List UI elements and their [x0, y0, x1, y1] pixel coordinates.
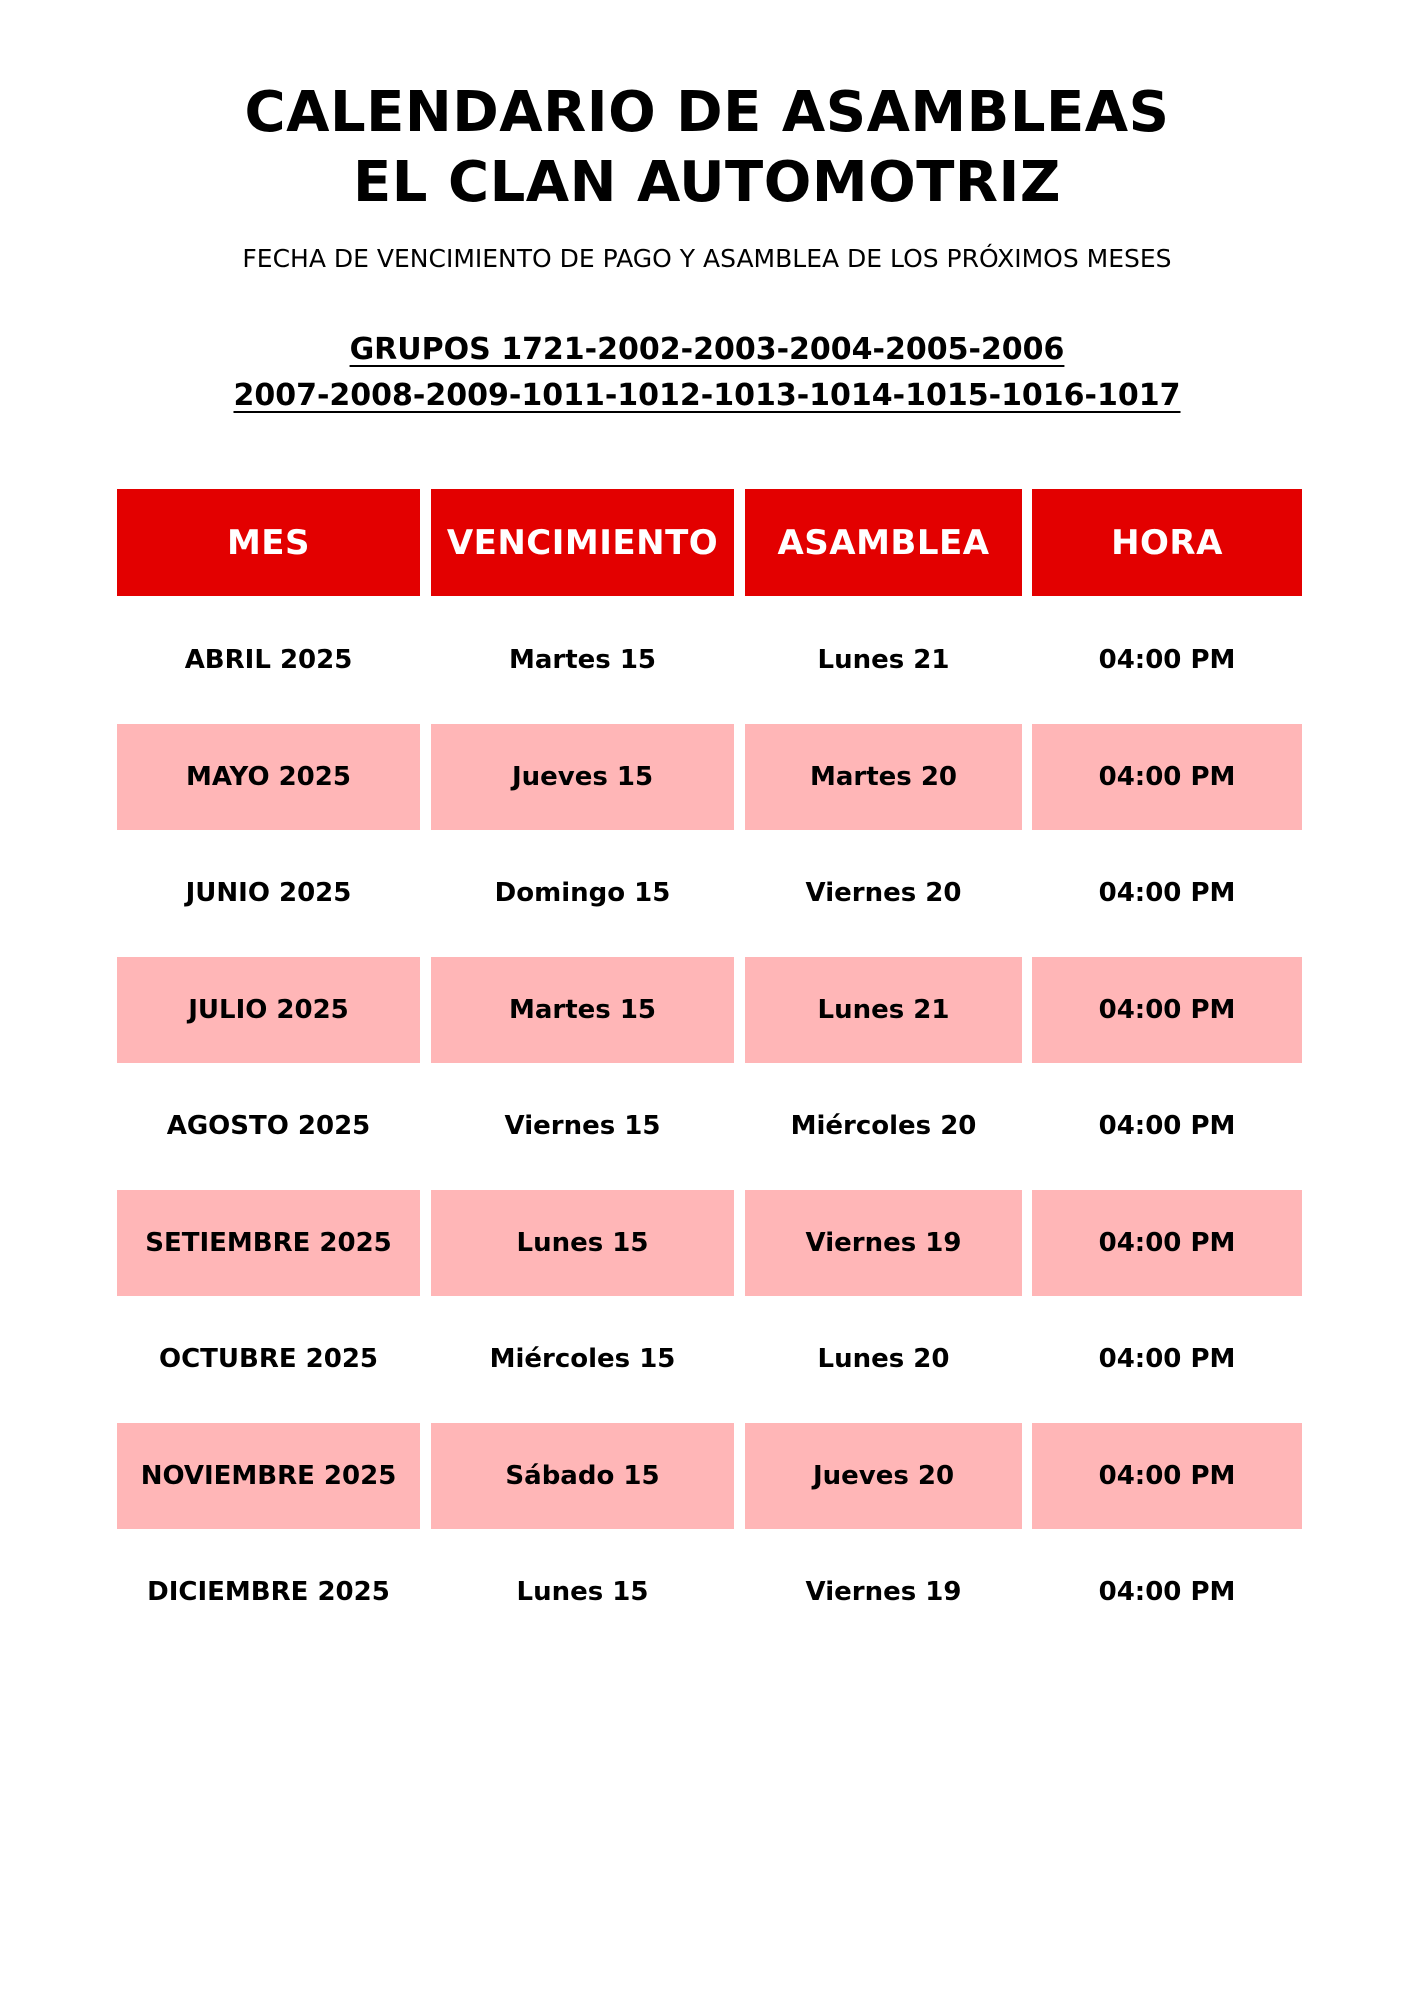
row-7-asamblea-cell: Lunes 20 — [817, 1344, 950, 1374]
row-4-mes-cell: JULIO 2025 — [117, 957, 420, 1063]
row-3-vencimiento-cell: Domingo 15 — [494, 878, 671, 908]
row-1-vencimiento-cell: Martes 15 — [508, 645, 656, 675]
row-2-hora-cell: 04:00 PM — [1032, 724, 1302, 830]
row-4-vencimiento-cell: Martes 15 — [431, 957, 734, 1063]
header-mes: MES — [117, 489, 420, 596]
row-9-hora-cell: 04:00 PM — [1098, 1577, 1236, 1607]
header-asamblea: ASAMBLEA — [745, 489, 1022, 596]
row-6-mes-cell: SETIEMBRE 2025 — [117, 1190, 420, 1296]
row-9-asamblea-cell: Viernes 19 — [805, 1577, 962, 1607]
header-hora: HORA — [1032, 489, 1302, 596]
row-5-asamblea-cell: Miércoles 20 — [790, 1111, 977, 1141]
header-vencimiento: VENCIMIENTO — [431, 489, 734, 596]
row-4-asamblea-cell: Lunes 21 — [745, 957, 1022, 1063]
row-8-hora-cell: 04:00 PM — [1032, 1423, 1302, 1529]
page-subtitle: FECHA DE VENCIMIENTO DE PAGO Y ASAMBLEA DE LOS PRÓXIMOS MESES — [242, 244, 1172, 273]
groups-line-2-text: 2007-2008-2009-1011-1012-1013-1014-1015-1016-1017 — [233, 378, 1181, 413]
row-7-vencimiento-cell: Miércoles 15 — [489, 1344, 676, 1374]
row-1-mes-cell: ABRIL 2025 — [184, 645, 353, 675]
row-5-mes-cell: AGOSTO 2025 — [166, 1111, 371, 1141]
row-5-vencimiento-cell: Viernes 15 — [504, 1111, 661, 1141]
row-8-mes-cell: NOVIEMBRE 2025 — [117, 1423, 420, 1529]
row-3-asamblea-cell: Viernes 20 — [805, 878, 962, 908]
row-2-asamblea-cell: Martes 20 — [745, 724, 1022, 830]
row-4-hora-cell: 04:00 PM — [1032, 957, 1302, 1063]
row-6-asamblea-cell: Viernes 19 — [745, 1190, 1022, 1296]
row-3-hora-cell: 04:00 PM — [1098, 878, 1236, 908]
page-title-line-1: CALENDARIO DE ASAMBLEAS — [244, 80, 1170, 145]
row-6-vencimiento-cell: Lunes 15 — [431, 1190, 734, 1296]
row-5-hora-cell: 04:00 PM — [1098, 1111, 1236, 1141]
row-7-mes-cell: OCTUBRE 2025 — [158, 1344, 379, 1374]
row-2-vencimiento-cell: Jueves 15 — [431, 724, 734, 830]
row-1-hora-cell: 04:00 PM — [1098, 645, 1236, 675]
row-8-asamblea-cell: Jueves 20 — [745, 1423, 1022, 1529]
groups-line-1 — [0, 328, 1414, 372]
row-9-mes-cell: DICIEMBRE 2025 — [147, 1577, 390, 1607]
row-3-mes-cell: JUNIO 2025 — [185, 878, 352, 908]
groups-line-2 — [0, 374, 1414, 418]
row-8-vencimiento-cell: Sábado 15 — [431, 1423, 734, 1529]
row-7-hora-cell: 04:00 PM — [1098, 1344, 1236, 1374]
row-9-vencimiento-cell: Lunes 15 — [516, 1577, 649, 1607]
row-6-hora-cell: 04:00 PM — [1032, 1190, 1302, 1296]
page-title-line-2: EL CLAN AUTOMOTRIZ — [353, 150, 1061, 215]
groups-line-1-text: GRUPOS 1721-2002-2003-2004-2005-2006 — [349, 332, 1065, 367]
row-2-mes-cell: MAYO 2025 — [117, 724, 420, 830]
row-1-asamblea-cell: Lunes 21 — [817, 645, 950, 675]
